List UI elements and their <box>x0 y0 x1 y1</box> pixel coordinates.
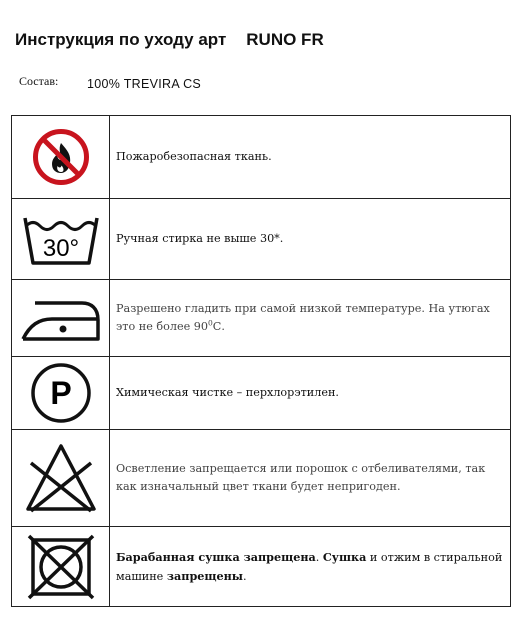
text-part: . <box>315 550 323 564</box>
care-row-tumble <box>12 527 511 607</box>
degree-superscript: 0 <box>208 318 213 328</box>
no-tumble-dry-icon <box>27 534 95 600</box>
care-text <box>110 527 511 607</box>
composition-label: Состав: <box>19 74 59 88</box>
care-text: Ручная стирка не выше 30*. <box>110 199 511 280</box>
wash-temp-label: 30° <box>42 235 79 262</box>
care-row-fire <box>12 116 511 199</box>
dry-clean-letter: P <box>49 375 72 411</box>
title-text: Инструкция по уходу арт <box>15 30 227 49</box>
iron-low-icon <box>21 292 101 344</box>
wash-30-icon <box>23 210 99 268</box>
iron-text: Разрешено гладить при самой низкой температуре. На утюгах это не более 90 <box>116 302 490 333</box>
icon-cell <box>12 357 110 430</box>
care-text: Осветление запрещается или порошок с отбеливателями, так как изначальный цвет ткани будет непригоден. <box>110 430 511 527</box>
care-text <box>110 280 511 357</box>
care-row-wash <box>12 199 511 280</box>
bold-phrase: Барабанная сушка запрещена <box>116 549 316 564</box>
no-bleach-icon <box>25 443 97 513</box>
icon-cell <box>12 116 110 199</box>
care-text: Химическая чистке – перхлорэтилен. <box>110 357 511 430</box>
text-part: . <box>243 569 247 583</box>
care-table <box>11 115 511 607</box>
no-fire-icon <box>31 127 91 187</box>
page-title <box>15 30 324 50</box>
icon-cell <box>12 280 110 357</box>
icon-cell <box>12 430 110 527</box>
iron-text-end: С. <box>212 320 225 333</box>
icon-cell <box>12 199 110 280</box>
care-row-iron <box>12 280 511 357</box>
bold-phrase: запрещены <box>166 568 244 583</box>
care-row-bleach <box>12 430 511 527</box>
article-code: RUNO FR <box>246 30 324 49</box>
care-row-dryclean <box>12 357 511 430</box>
text-part: и отжим в стиральной машине <box>116 550 503 583</box>
bold-phrase: Сушка <box>322 549 367 564</box>
icon-cell <box>12 527 110 607</box>
dry-clean-p-icon <box>30 362 92 424</box>
composition-value: 100% TREVIRA CS <box>87 77 202 91</box>
care-text: Пожаробезопасная ткань. <box>110 116 511 199</box>
